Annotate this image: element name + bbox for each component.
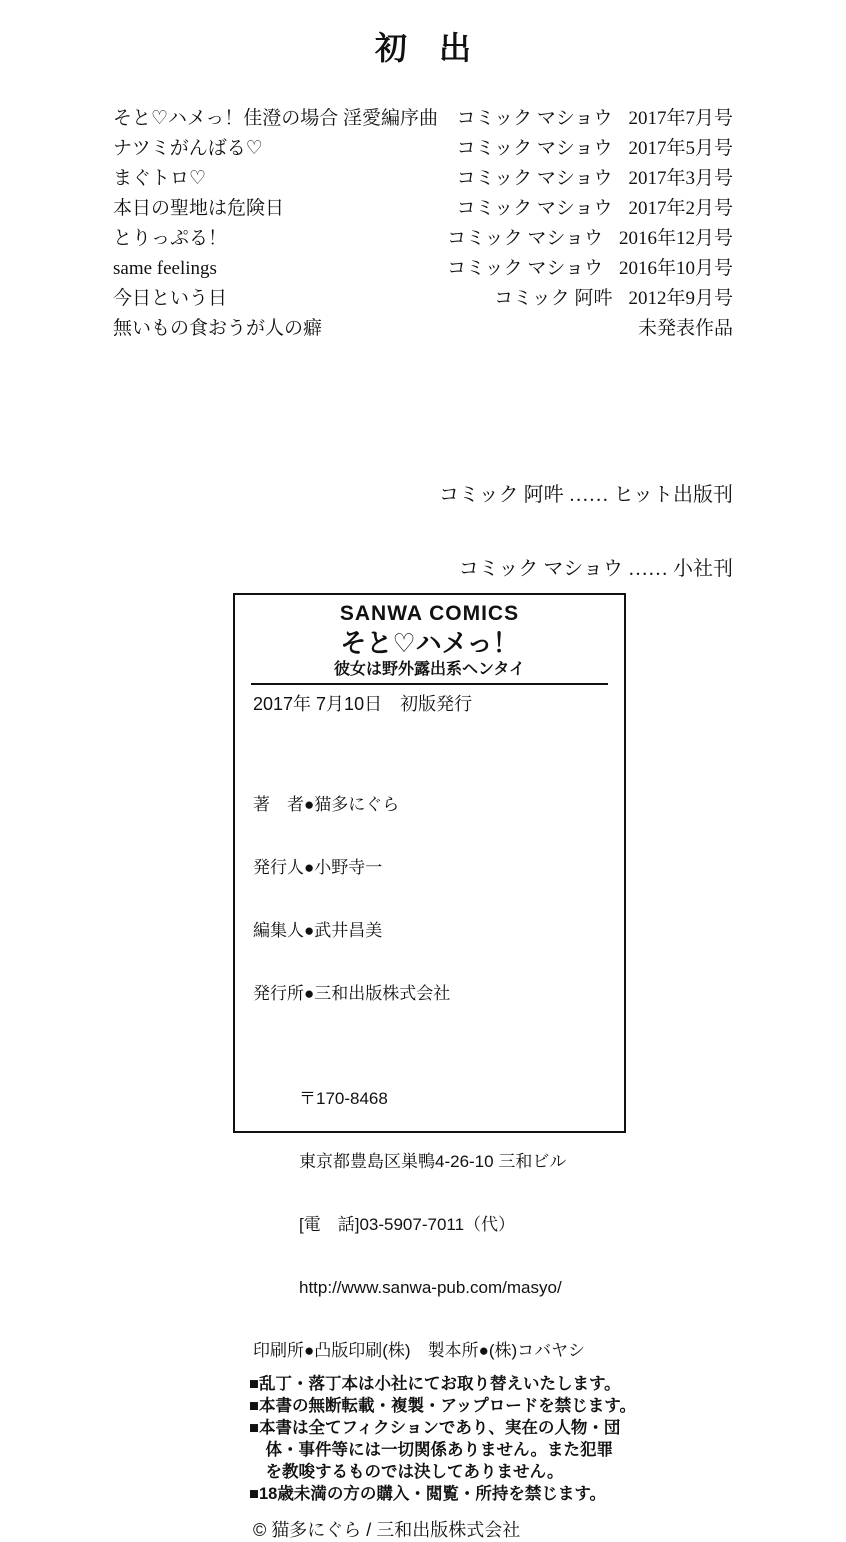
- street-address: 東京都豊島区巣鴨4-26-10 三和ビル: [299, 1152, 567, 1171]
- issue-date: 2017年2月号: [628, 198, 733, 219]
- printing-binding-credit: 印刷所●凸版印刷(株) 製本所●(株)コバヤシ: [253, 1341, 586, 1360]
- notice-line: を教唆するものでは決してありません。: [249, 1463, 564, 1481]
- publication-info: [447, 253, 733, 280]
- notice-line: ■本書の無断転載・複製・アップロードを禁じます。: [249, 1397, 636, 1415]
- notice-line: 体・事件等には一切関係ありません。また犯罪: [249, 1441, 613, 1459]
- credits-block: [253, 752, 610, 1046]
- publication-info: [494, 283, 733, 310]
- book-title: そと♡ハメっ！: [340, 628, 519, 658]
- work-title: とりっぷる！: [113, 228, 228, 249]
- publication-info: [456, 103, 733, 130]
- magazine-name: コミック マショウ: [456, 108, 613, 129]
- issue-date: 2016年10月号: [618, 258, 733, 279]
- editor-credit: 編集人●武井昌美: [253, 921, 383, 940]
- work-title: 今日という日: [113, 288, 228, 309]
- list-row: [113, 283, 733, 313]
- list-row: [113, 313, 733, 343]
- postal-code: 〒170-8468: [299, 1089, 388, 1108]
- source-note-line: コミック 阿吽 …… ヒット出版刊: [439, 484, 733, 506]
- publisher-person-credit: 発行人●小野寺一: [253, 858, 383, 877]
- notice-line: ■乱丁・落丁本は小社にてお取り替えいたします。: [249, 1375, 621, 1393]
- work-title: same feelings: [113, 258, 217, 279]
- edition-date: 2017年 7月10日 初版発行: [253, 694, 473, 714]
- issue-date: 2017年7月号: [628, 108, 733, 129]
- issue-date: 未発表作品: [637, 318, 733, 339]
- work-title: 本日の聖地は危険日: [113, 198, 285, 219]
- publication-info: [456, 193, 733, 220]
- magazine-name: コミック マショウ: [456, 198, 613, 219]
- source-note-line: コミック マショウ …… 小社刊: [458, 557, 733, 580]
- publisher-address-block: [299, 1046, 610, 1340]
- magazine-name: コミック マショウ: [456, 138, 613, 159]
- page-title: 初 出: [374, 30, 471, 66]
- notice-line: ■18歳未満の方の購入・閲覧・所持を禁じます。: [249, 1485, 606, 1503]
- publisher-url: http://www.sanwa-pub.com/masyo/: [299, 1278, 562, 1297]
- magazine-name: コミック 阿吽: [494, 288, 613, 309]
- magazine-name: コミック マショウ: [446, 228, 603, 249]
- phone-number: [電 話]03-5907-7011（代）: [299, 1215, 516, 1234]
- publication-info: [447, 223, 733, 250]
- author-credit: 著 者●猫多にぐら: [253, 795, 400, 814]
- title-divider: [251, 683, 608, 685]
- work-title: ナツミがんばる♡: [113, 138, 263, 159]
- issue-date: 2017年5月号: [628, 138, 733, 159]
- magazine-name: コミック マショウ: [446, 258, 603, 279]
- imprint-label: SANWA COMICS: [339, 602, 520, 625]
- issue-date: 2012年9月号: [628, 288, 733, 309]
- legal-notices: [249, 1373, 636, 1505]
- publishing-house-credit: 発行所●三和出版株式会社: [253, 984, 451, 1003]
- copyright-line: © 猫多にぐら / 三和出版株式会社: [253, 1520, 521, 1540]
- colophon-box: [233, 593, 636, 1540]
- work-title: まぐトロ♡: [113, 168, 207, 189]
- publication-info: [456, 133, 733, 160]
- publication-info: [622, 313, 733, 340]
- list-row: [113, 133, 733, 163]
- work-title: 無いもの食おうが人の癖: [113, 318, 323, 339]
- list-row: [113, 193, 733, 223]
- issue-date: 2016年12月号: [618, 228, 733, 249]
- publication-list: [113, 103, 733, 343]
- list-row: [113, 163, 733, 193]
- work-title: そと♡ハメっ！佳澄の場合 淫愛編序曲: [113, 108, 439, 129]
- magazine-name: コミック マショウ: [456, 168, 613, 189]
- list-row: [113, 253, 733, 283]
- issue-date: 2017年3月号: [628, 168, 733, 189]
- publication-info: [456, 163, 733, 190]
- list-row: [113, 103, 733, 133]
- book-subtitle: 彼女は野外露出系ヘンタイ: [333, 661, 526, 678]
- notice-line: ■本書は全てフィクションであり、実在の人物・団: [249, 1419, 621, 1437]
- list-row: [113, 223, 733, 253]
